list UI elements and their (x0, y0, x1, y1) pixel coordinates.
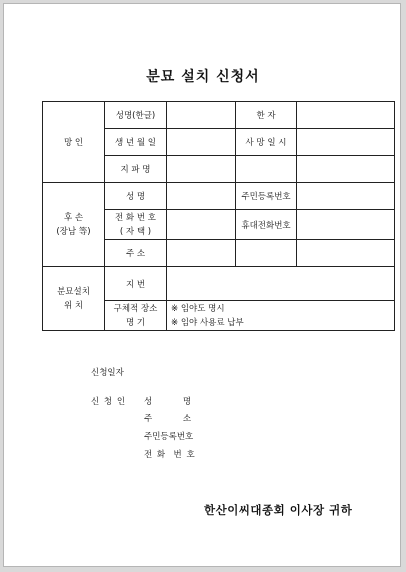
application-table (42, 101, 395, 331)
descendant-mobile-label: 휴대전화번호 (236, 210, 297, 240)
descendant-empty-label (236, 240, 297, 267)
location-note-map: ※ 임야도 명시 (171, 303, 225, 314)
applicant-address-label: 주 소 (144, 414, 193, 424)
location-label-line1: 분묘설치 (57, 286, 90, 297)
deceased-hanja-field[interactable] (297, 102, 395, 129)
deceased-section-label: 망 인 (43, 102, 105, 183)
applicant-resident-label: 주민등록번호 (144, 432, 194, 442)
deceased-birth-field[interactable] (167, 129, 236, 156)
location-detail-line1: 구체적 장소 (113, 303, 158, 314)
apply-date-label: 신청일자 (91, 368, 124, 378)
descendant-resident-field[interactable] (297, 183, 395, 210)
deceased-empty-label (236, 156, 297, 183)
applicant-phone-label: 전 화 번 호 (144, 450, 196, 460)
deceased-hanja-label: 한 자 (236, 102, 297, 129)
location-section-label (43, 267, 105, 331)
descendant-label-line1: 후 손 (63, 212, 84, 223)
descendant-mobile-field[interactable] (297, 210, 395, 240)
descendant-phone-label (105, 210, 167, 240)
location-label-line2: 위 치 (63, 300, 84, 311)
descendant-phone-line1: 전 화 번 호 (115, 212, 156, 223)
deceased-death-field[interactable] (297, 129, 395, 156)
location-detail-label (105, 301, 167, 331)
descendant-section-label (43, 183, 105, 267)
deceased-death-label: 사 망 일 시 (236, 129, 297, 156)
location-detail-field[interactable] (167, 301, 395, 331)
descendant-address-field[interactable] (167, 240, 236, 267)
deceased-birth-label: 생 년 월 일 (105, 129, 167, 156)
deceased-name-field[interactable] (167, 102, 236, 129)
deceased-empty-field (297, 156, 395, 183)
location-note-fee: ※ 임야 사용료 납부 (171, 317, 244, 328)
location-lot-field[interactable] (167, 267, 395, 301)
descendant-empty-field (297, 240, 395, 267)
issuer-addressee: 한산이씨대종회 이사장 귀하 (204, 503, 353, 517)
descendant-name-label: 성 명 (105, 183, 167, 210)
location-detail-line2: 명 기 (125, 317, 146, 328)
location-lot-label: 지 번 (105, 267, 167, 301)
applicant-name-label: 성 명 (144, 397, 193, 407)
applicant-label: 신 청 인 (91, 397, 127, 407)
form-page (3, 3, 401, 567)
descendant-label-line2: (장남 等) (56, 226, 91, 237)
descendant-phone-field[interactable] (167, 210, 236, 240)
deceased-lineage-label: 지 파 명 (105, 156, 167, 183)
descendant-phone-line2: ( 자 택 ) (119, 226, 152, 237)
descendant-name-field[interactable] (167, 183, 236, 210)
deceased-lineage-field[interactable] (167, 156, 236, 183)
descendant-address-label: 주 소 (105, 240, 167, 267)
descendant-resident-label: 주민등록번호 (236, 183, 297, 210)
deceased-name-label: 성명(한글) (105, 102, 167, 129)
form-title: 분묘 설치 신청서 (146, 69, 260, 85)
